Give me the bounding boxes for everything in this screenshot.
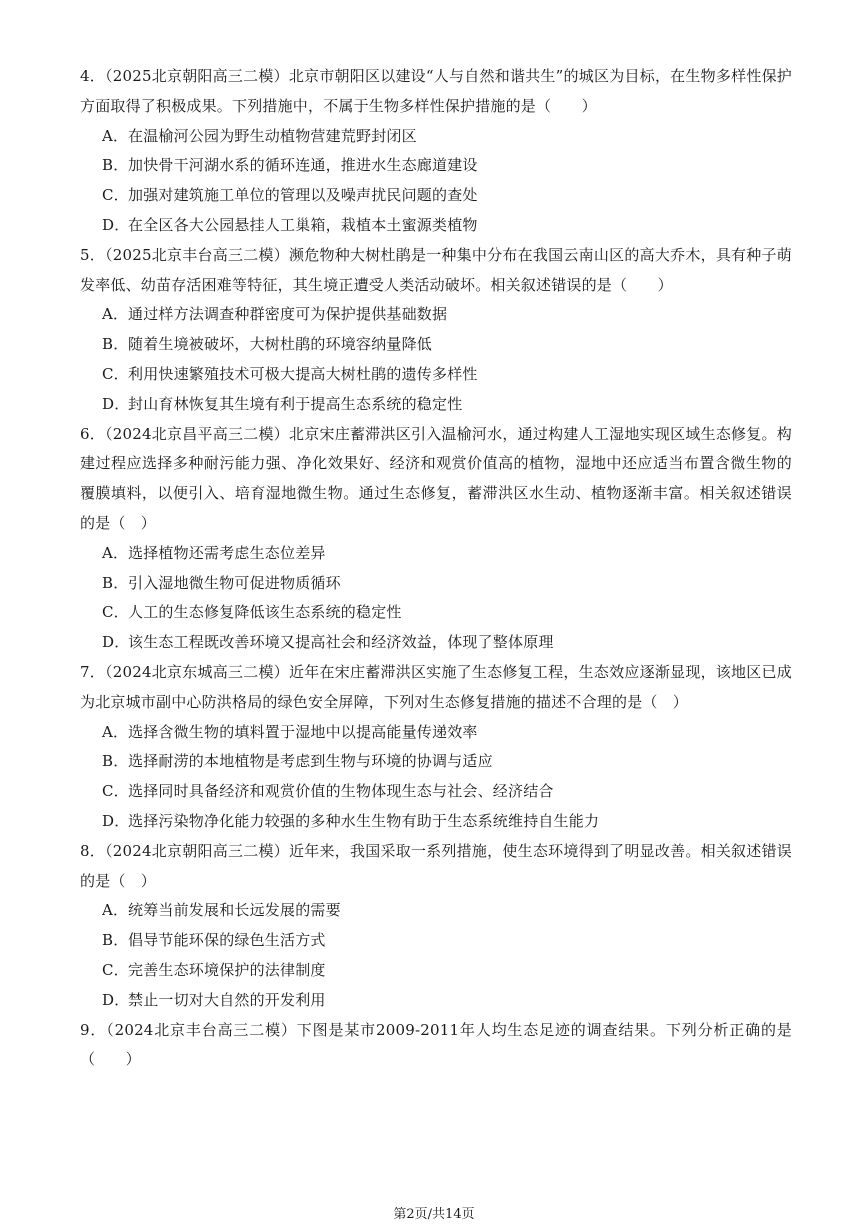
option-list <box>80 718 792 837</box>
page-number-footer: 第2页/共14页 <box>393 1207 475 1222</box>
option-text: 选择植物还需考虑生态位差异 <box>128 543 326 562</box>
option-text: 该生态工程既改善环境又提高社会和经济效益，体现了整体原理 <box>128 633 554 652</box>
option-text: 选择污染物净化能力较强的多种水生生物有助于生态系统维持自生能力 <box>128 811 600 830</box>
option-text: 通过样方法调查种群密度可为保护提供基础数据 <box>128 305 448 324</box>
answer-option <box>80 211 792 241</box>
option-letter: C． <box>102 960 129 979</box>
option-letter: B． <box>102 573 129 592</box>
option-text: 封山育林恢复其生境有利于提高生态系统的稳定性 <box>128 394 463 413</box>
option-text: 人工的生态修复降低该生态系统的稳定性 <box>128 603 402 622</box>
option-text: 选择同时具备经济和观赏价值的生物体现生态与社会、经济结合 <box>128 782 554 801</box>
answer-option <box>80 628 792 658</box>
answer-option <box>80 539 792 569</box>
answer-option <box>80 598 792 628</box>
option-list <box>80 896 792 1015</box>
option-letter: D． <box>102 215 130 234</box>
option-letter: C． <box>102 364 129 383</box>
option-text: 选择耐涝的本地植物是考虑到生物与环境的协调与适应 <box>128 752 493 771</box>
exam-page <box>80 62 792 1075</box>
answer-option <box>80 569 792 599</box>
option-letter: B． <box>102 335 129 354</box>
option-letter: A． <box>102 901 129 920</box>
answer-option <box>80 807 792 837</box>
option-letter: A． <box>102 543 129 562</box>
answer-option <box>80 122 792 152</box>
question-block <box>80 241 792 420</box>
option-letter: D． <box>102 811 130 830</box>
option-text: 利用快速繁殖技术可极大提高大树杜鹃的遗传多样性 <box>128 364 478 383</box>
answer-option <box>80 151 792 181</box>
option-text: 倡导节能环保的绿色生活方式 <box>128 931 326 950</box>
answer-option <box>80 330 792 360</box>
question-stem: 5．（2025北京丰台高三二模）濒危物种大树杜鹃是一种集中分布在我国云南山区的高大乔木，具有种子萌发率低、幼苗存活困难等特征，其生境正遭受人类活动破坏。相关叙述错误的是（ ） <box>80 245 792 294</box>
answer-option <box>80 300 792 330</box>
option-list <box>80 539 792 658</box>
option-text: 在温榆河公园为野生动植物营建荒野封闭区 <box>128 126 417 145</box>
option-text: 统筹当前发展和长远发展的需要 <box>128 901 341 920</box>
question-stem: 4．（2025北京朝阳高三二模）北京市朝阳区以建设“人与自然和谐共生”的城区为目标，在生物多样性保护方面取得了积极成果。下列措施中，不属于生物多样性保护措施的是（ ） <box>80 67 792 115</box>
option-text: 禁止一切对大自然的开发利用 <box>128 990 326 1009</box>
option-letter: A． <box>102 722 129 741</box>
question-block <box>80 1016 792 1076</box>
option-letter: D． <box>102 633 130 652</box>
option-text: 加快骨干河湖水系的循环连通，推进水生态廊道建设 <box>128 156 478 175</box>
answer-option <box>80 360 792 390</box>
option-text: 引入湿地微生物可促进物质循环 <box>128 573 341 592</box>
option-letter: B． <box>102 156 129 175</box>
option-letter: C． <box>102 603 129 622</box>
option-list <box>80 122 792 241</box>
option-letter: D． <box>102 990 130 1009</box>
option-letter: C． <box>102 186 129 205</box>
question-stem: 8．（2024北京朝阳高三二模）近年来，我国采取一系列措施，使生态环境得到了明显改善。相关叙述错误的是（ ） <box>80 841 792 890</box>
question-stem: 6．（2024北京昌平高三二模）北京宋庄蓄滞洪区引入温榆河水，通过构建人工湿地实现区域生态修复。构建过程应选择多种耐污能力强、净化效果好、经济和观赏价值高的植物，湿地中还应适当布置含微生物的覆膜填料，以便引入、培育湿地微生物。通过生态修复，蓄滞洪区水生动、植物逐渐丰富。相关叙述错误的是（ ） <box>80 424 792 532</box>
option-letter: D． <box>102 394 130 413</box>
answer-option <box>80 986 792 1016</box>
question-block <box>80 837 792 1016</box>
option-text: 随着生境被破坏，大树杜鹃的环境容纳量降低 <box>128 335 433 354</box>
option-letter: A． <box>102 126 129 145</box>
option-letter: A． <box>102 305 129 324</box>
question-stem: 7．（2024北京东城高三二模）近年在宋庄蓄滞洪区实施了生态修复工程，生态效应逐渐显现，该地区已成为北京城市副中心防洪格局的绿色安全屏障，下列对生态修复措施的描述不合理的是（ ） <box>80 662 792 711</box>
option-text: 在全区各大公园悬挂人工巢箱，栽植本土蜜源类植物 <box>128 215 478 234</box>
answer-option <box>80 777 792 807</box>
question-block <box>80 420 792 658</box>
option-letter: B． <box>102 752 129 771</box>
answer-option <box>80 718 792 748</box>
option-letter: B． <box>102 931 129 950</box>
question-block <box>80 658 792 837</box>
answer-option <box>80 956 792 986</box>
answer-option <box>80 747 792 777</box>
option-list <box>80 300 792 419</box>
answer-option <box>80 896 792 926</box>
option-text: 加强对建筑施工单位的管理以及噪声扰民问题的查处 <box>128 186 478 205</box>
answer-option <box>80 181 792 211</box>
option-letter: C． <box>102 782 129 801</box>
answer-option <box>80 390 792 420</box>
option-text: 完善生态环境保护的法律制度 <box>128 960 326 979</box>
question-stem: 9．（2024北京丰台高三二模）下图是某市2009-2011年人均生态足迹的调查结果。下列分析正确的是（ ） <box>80 1020 792 1069</box>
question-block <box>80 62 792 241</box>
option-text: 选择含微生物的填料置于湿地中以提高能量传递效率 <box>128 722 478 741</box>
answer-option <box>80 926 792 956</box>
